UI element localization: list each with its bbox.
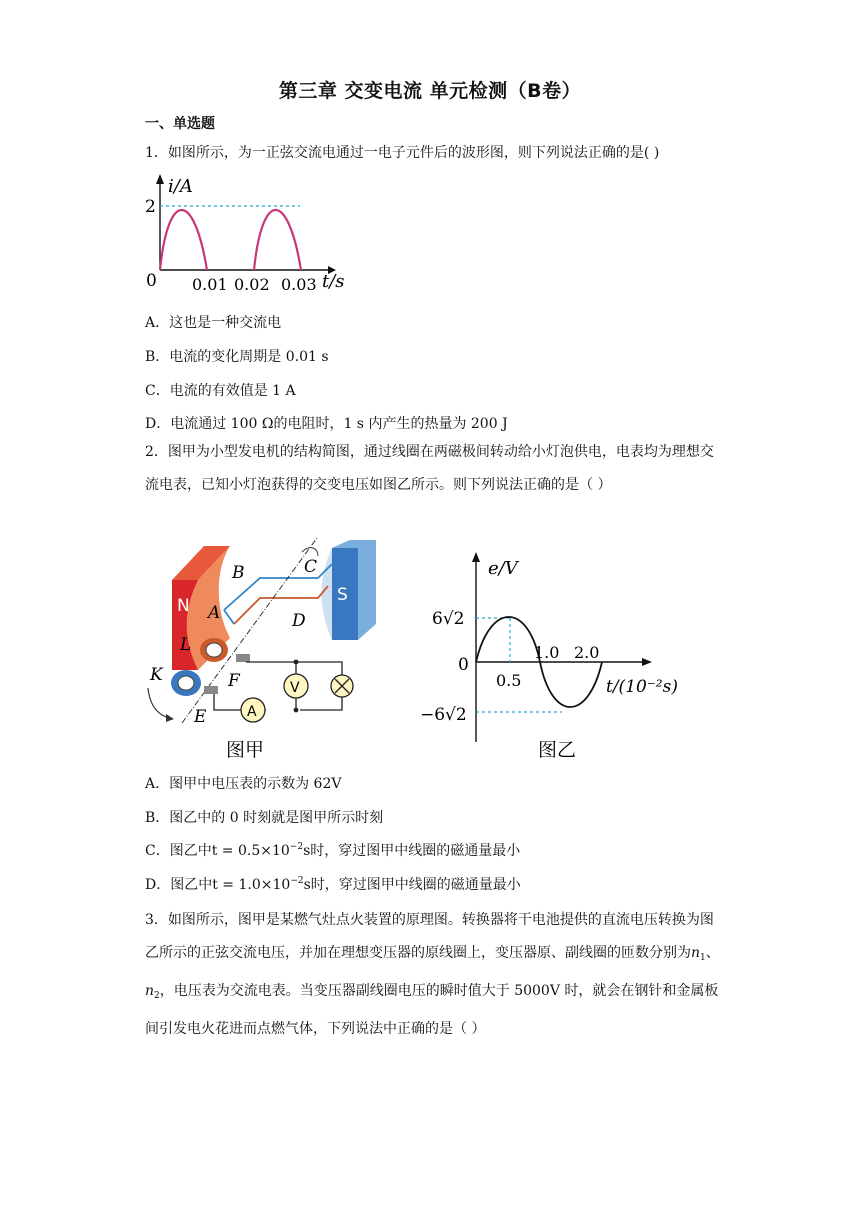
q2-xtick-3: 2.0	[574, 643, 600, 662]
q2-option-d-suffix: s时，穿过图甲中线圈的磁通量最小	[303, 877, 521, 893]
q2-option-c-suffix: s时，穿过图甲中线圈的磁通量最小	[303, 843, 521, 859]
q2-option-d	[145, 874, 521, 894]
label-a: A	[208, 603, 221, 623]
q1-ytick: 2	[145, 197, 156, 217]
q1-option-c: C．电流的有效值是 1 A	[145, 383, 296, 399]
label-l: L	[180, 635, 192, 655]
voltmeter-label: V	[290, 680, 300, 696]
q2-option-c-prefix: C．图乙中	[145, 843, 212, 859]
q1-xlabel: t/s	[322, 271, 345, 292]
q2-option-c	[145, 840, 520, 860]
q1-xtick-1: 0.01	[192, 275, 228, 294]
q1-ylabel: i/A	[168, 176, 193, 197]
q2-option-d-prefix: D．图乙中	[145, 877, 213, 893]
q2-option-c-math: t = 0.5×10	[211, 843, 290, 859]
magnet-s-label: S	[337, 585, 348, 605]
q3-n1-sub: 1	[700, 953, 706, 963]
label-k: K	[150, 665, 163, 685]
q1-pulse-1	[160, 210, 207, 270]
q3-part-2: ，电压表为交流电表。当变压器副线圈电压的瞬时值大于 5000V 时，就会在钢针和金属板间引发电火花进而点燃气体，下列说法中正确的是（ ）	[145, 983, 719, 1037]
label-f: F	[228, 671, 240, 691]
q1-origin: 0	[146, 271, 157, 291]
q3-sep: 、	[705, 945, 720, 961]
q3-n2: n	[145, 983, 155, 999]
q2-origin: 0	[458, 655, 469, 675]
page-title: 第三章 交变电流 单元检测（B卷）	[278, 80, 582, 102]
q2-option-d-math: t = 1.0×10	[212, 877, 291, 893]
q2-generator-figure	[142, 538, 392, 763]
q3-stem	[145, 904, 725, 1046]
label-d: D	[292, 611, 306, 631]
magnet-n-label: N	[177, 596, 190, 616]
fig-a-caption: 图甲	[226, 739, 265, 761]
q1-option-d: D．电流通过 100 Ω的电阻时，1 s 内产生的热量为 200 J	[145, 416, 508, 432]
q3-n2-sub: 2	[154, 991, 160, 1001]
q2-option-c-exp: −2	[289, 842, 304, 852]
fig-b-caption: 图乙	[538, 739, 577, 761]
q2-option-a: A．图甲中电压表的示数为 62V	[145, 776, 342, 792]
q2-stem: 2．图甲为小型发电机的结构简图，通过线圈在两磁极间转动给小灯泡供电，电表均为理想交流电表，已知小灯泡获得的交变电压如图乙所示。则下列说法正确的是（ ）	[145, 444, 714, 493]
q2-option-b: B．图乙中的 0 时刻就是图甲所示时刻	[145, 810, 384, 826]
q2-xtick-1: 0.5	[496, 671, 522, 690]
q3-n1: n	[691, 945, 701, 961]
q1-option-b: B．电流的变化周期是 0.01 s	[145, 349, 329, 365]
ammeter-label: A	[247, 704, 257, 720]
q2-ytop: 6√2	[432, 609, 465, 629]
q1-stem: 1．如图所示，为一正弦交流电通过一电子元件后的波形图，则下列说法正确的是( )	[145, 145, 660, 161]
q2-xtick-2: 1.0	[534, 643, 560, 662]
q2-ybottom: −6√2	[420, 705, 467, 725]
q3-part-1: 3．如图所示，图甲是某燃气灶点火装置的原理图。转换器将干电池提供的直流电压转换为图乙所示的正弦交流电压，并加在理想变压器的原线圈上，变压器原、副线圈的匝数分别为	[145, 912, 714, 961]
q1-option-a: A．这也是一种交流电	[145, 315, 282, 331]
label-c: C	[304, 557, 318, 577]
q2-sine-figure	[412, 546, 682, 764]
q1-pulse-2	[254, 210, 301, 270]
q2-option-d-exp: −2	[290, 876, 304, 886]
q2-ylabel: e/V	[488, 558, 518, 579]
section-heading: 一、单选题	[145, 116, 215, 132]
q1-waveform-figure	[138, 170, 358, 295]
label-e: E	[194, 707, 207, 727]
q1-xtick-2: 0.02	[234, 275, 270, 294]
q1-xtick-3: 0.03	[281, 275, 317, 294]
label-b: B	[232, 563, 245, 583]
q2-xlabel: t/(10⁻²s)	[606, 677, 678, 697]
